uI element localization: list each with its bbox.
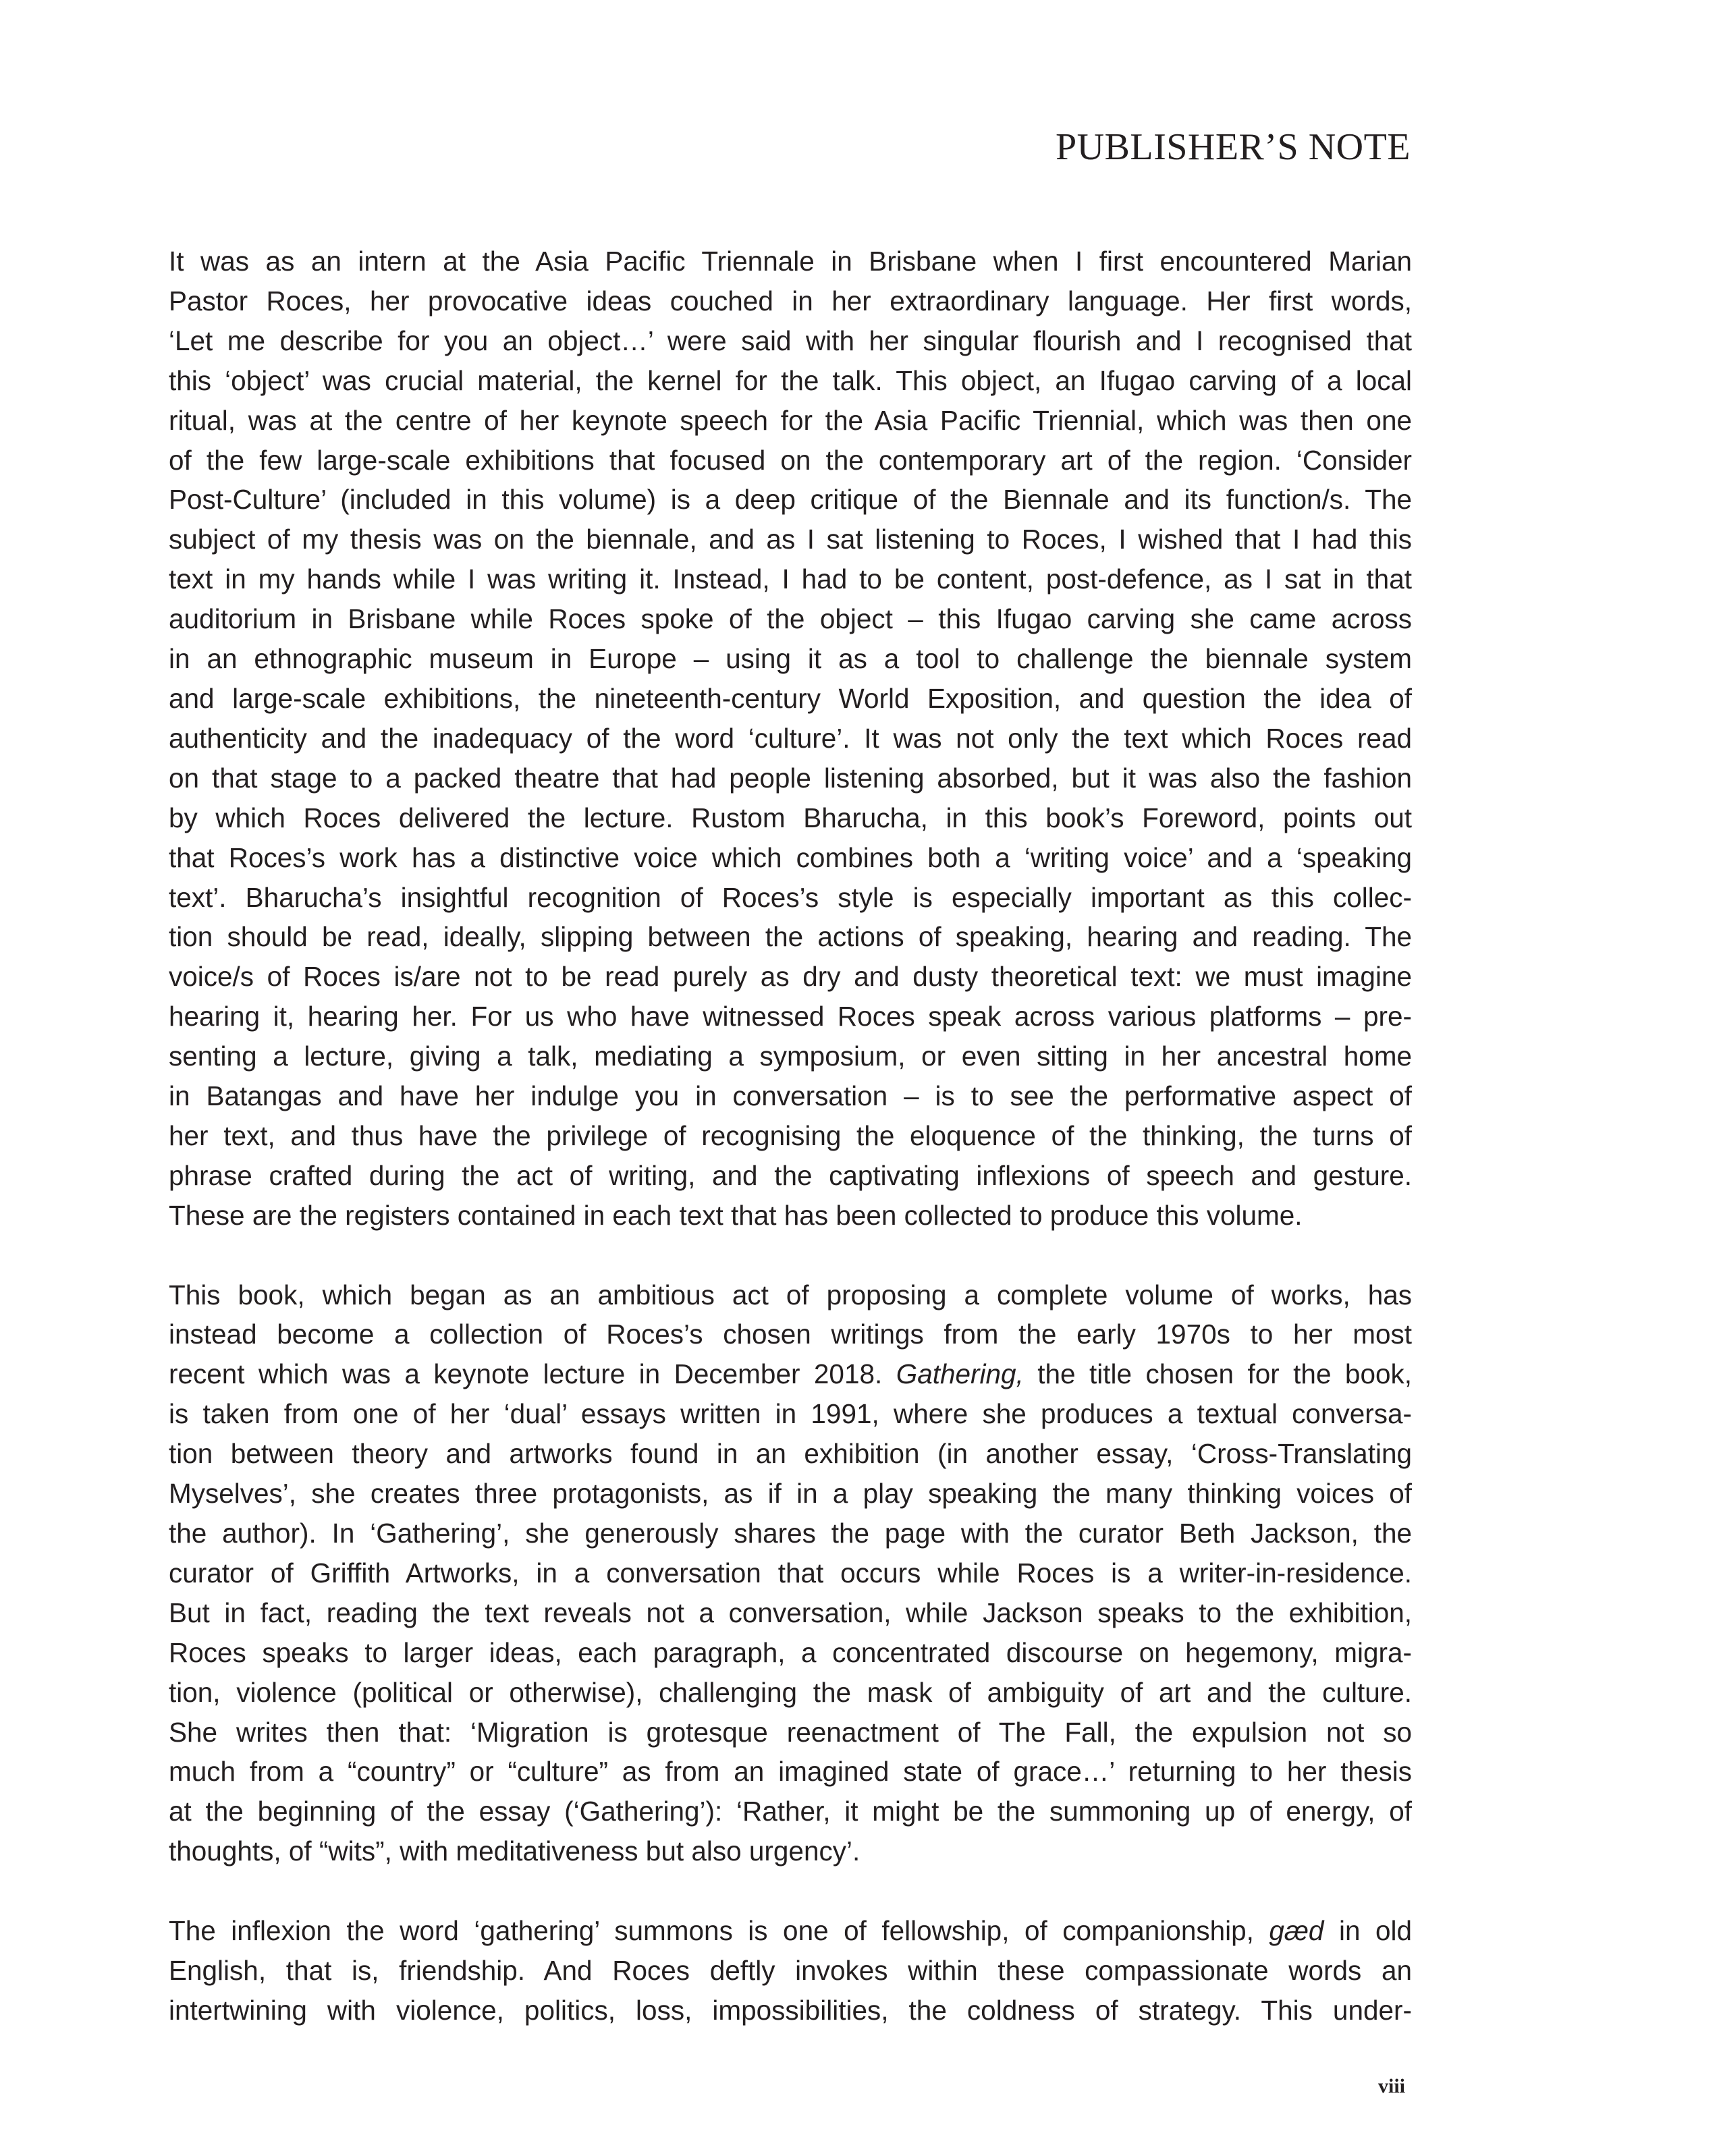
text-line: tion between theory and artworks found in an exhibition (in another essay, ‘Cross-Translating — [169, 1438, 1412, 1470]
text-line: much from a “country” or “culture” as from an imagined state of grace…’ returning to her thesis — [169, 1756, 1412, 1788]
text-line: hearing it, hearing her. For us who have witnessed Roces speak across various platforms – pre- — [169, 1001, 1412, 1032]
text-line: tion should be read, ideally, slipping between the actions of speaking, hearing and reading. The — [169, 921, 1412, 953]
text-line: ritual, was at the centre of her keynote speech for the Asia Pacific Triennial, which was then one — [169, 404, 1412, 436]
text-line: senting a lecture, giving a talk, mediating a symposium, or even sitting in her ancestral home — [169, 1041, 1412, 1072]
page-heading: PUBLISHER’S NOTE — [1055, 126, 1411, 168]
text-line: The inflexion the word ‘gathering’ summons is one of fellowship, of companionship, gæd in old — [169, 1915, 1412, 1947]
text-line: authenticity and the inadequacy of the word ‘culture’. It was not only the text which Roces read — [169, 722, 1412, 754]
text-line: that Roces’s work has a distinctive voice which combines both a ‘writing voice’ and a ‘speaking — [169, 841, 1412, 873]
text-line: thoughts, of “wits”, with meditativeness but also urgency’. — [169, 1835, 860, 1867]
text-line: She writes then that: ‘Migration is grotesque reenactment of The Fall, the expulsion not so — [169, 1716, 1412, 1748]
text-line: text’. Bharucha’s insightful recognition of Roces’s style is especially important as this collec- — [169, 881, 1412, 913]
text-line: Pastor Roces, her provocative ideas couched in her extraordinary language. Her first words, — [169, 285, 1412, 316]
paragraph — [169, 242, 1412, 1236]
text-line: But in fact, reading the text reveals not a conversation, while Jackson speaks to the exhibition, — [169, 1597, 1412, 1628]
text-line: the author). In ‘Gathering’, she generously shares the page with the curator Beth Jackson, the — [169, 1517, 1412, 1549]
paragraph — [169, 1275, 1412, 1872]
text-line: by which Roces delivered the lecture. Rustom Bharucha, in this book’s Foreword, points out — [169, 802, 1412, 833]
text-line: subject of my thesis was on the biennale, and as I sat listening to Roces, I wished that I had this — [169, 524, 1412, 555]
text-line: intertwining with violence, politics, loss, impossibilities, the coldness of strategy. This under- — [169, 1994, 1412, 2026]
text-line: is taken from one of her ‘dual’ essays written in 1991, where she produces a textual conversa- — [169, 1398, 1412, 1430]
page-number: viii — [1377, 2075, 1405, 2097]
text-line: Post-Culture’ (included in this volume) is a deep critique of the Biennale and its function/s. The — [169, 484, 1412, 516]
text-line: tion, violence (political or otherwise), challenging the mask of ambiguity of art and the culture. — [169, 1676, 1412, 1708]
text-line: Myselves’, she creates three protagonists, as if in a play speaking the many thinking voices of — [169, 1478, 1412, 1510]
text-line: These are the registers contained in each text that has been collected to produce this volume. — [169, 1199, 1303, 1231]
text-line: English, that is, friendship. And Roces deftly invokes within these compassionate words an — [169, 1954, 1412, 1986]
text-line: in an ethnographic museum in Europe – using it as a tool to challenge the biennale system — [169, 643, 1412, 675]
text-line: curator of Griffith Artworks, in a conversation that occurs while Roces is a writer-in-residence. — [169, 1557, 1412, 1588]
text-line: ‘Let me describe for you an object…’ were said with her singular flourish and I recognised that — [169, 325, 1412, 356]
body-text — [169, 242, 1412, 2030]
text-line: this ‘object’ was crucial material, the kernel for the talk. This object, an Ifugao carving of a local — [169, 364, 1412, 396]
text-line: Roces speaks to larger ideas, each paragraph, a concentrated discourse on hegemony, migra- — [169, 1636, 1412, 1668]
text-line: in Batangas and have her indulge you in conversation – is to see the performative aspect of — [169, 1080, 1412, 1112]
text-line: on that stage to a packed theatre that had people listening absorbed, but it was also the fashion — [169, 762, 1412, 794]
text-line: and large-scale exhibitions, the nineteenth-century World Exposition, and question the idea of — [169, 682, 1412, 714]
text-line: voice/s of Roces is/are not to be read purely as dry and dusty theoretical text: we must imagine — [169, 961, 1412, 993]
text-line: auditorium in Brisbane while Roces spoke of the object – this Ifugao carving she came across — [169, 603, 1412, 635]
paragraph — [169, 1911, 1412, 2030]
text-line: It was as an intern at the Asia Pacific Triennale in Brisbane when I first encountered Marian — [169, 246, 1412, 277]
text-line: phrase crafted during the act of writing, and the captivating inflexions of speech and gesture. — [169, 1159, 1412, 1191]
text-line: instead become a collection of Roces’s chosen writings from the early 1970s to her most — [169, 1319, 1412, 1350]
text-line: text in my hands while I was writing it. Instead, I had to be content, post-defence, as I sat in that — [169, 563, 1412, 595]
text-line: recent which was a keynote lecture in December 2018. Gathering, the title chosen for the book, — [169, 1358, 1412, 1390]
text-line: This book, which began as an ambitious act of proposing a complete volume of works, has — [169, 1279, 1412, 1310]
text-line: of the few large-scale exhibitions that focused on the contemporary art of the region. ‘Consider — [169, 444, 1412, 476]
text-line: at the beginning of the essay (‘Gathering’): ‘Rather, it might be the summoning up of energy, of — [169, 1796, 1412, 1827]
text-line: her text, and thus have the privilege of recognising the eloquence of the thinking, the turns of — [169, 1120, 1412, 1151]
